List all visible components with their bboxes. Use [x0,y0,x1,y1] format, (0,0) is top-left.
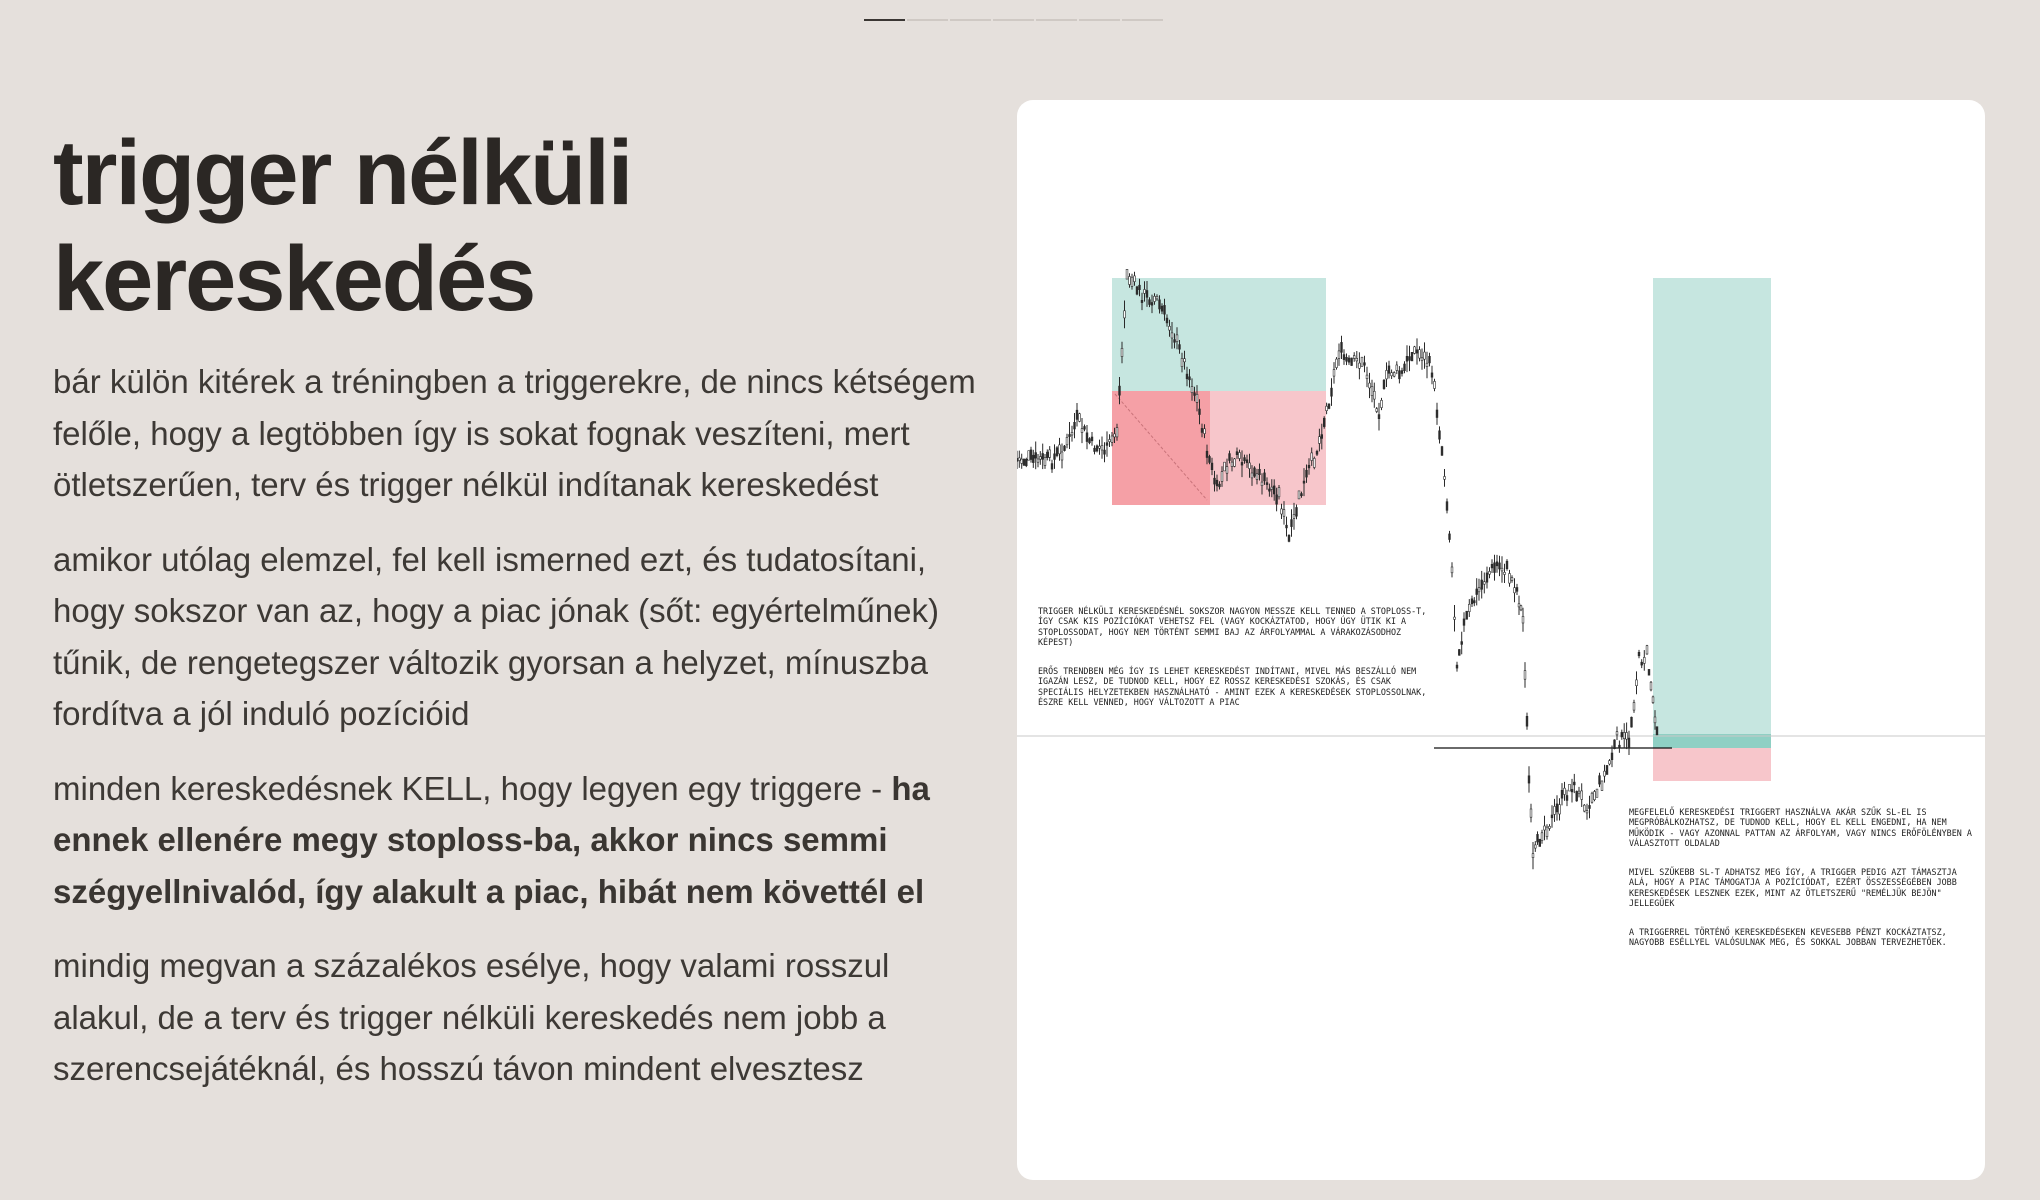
candle-body [1056,448,1058,456]
candle-body [1169,326,1171,330]
candle-body [1134,276,1136,282]
candle-body [1599,776,1601,784]
paragraph-3 [53,763,983,918]
candle-body [1391,373,1393,376]
candle-body [1319,437,1321,444]
candle-body [1234,459,1236,467]
candle-body [1271,487,1273,489]
progress-step-7[interactable] [1122,19,1163,21]
candle-body [1161,306,1163,311]
candle-body [1229,454,1231,461]
candle-body [1554,806,1556,814]
candle-body [1399,371,1401,379]
candle-body [1611,753,1613,760]
candle-body [1348,358,1350,362]
candle-body [1481,580,1483,589]
progress-step-4[interactable] [993,19,1034,21]
candle-body [1404,364,1406,371]
candle-body [1518,604,1520,607]
progress-step-3[interactable] [950,19,991,21]
candle-body [1184,359,1186,362]
candle-body [1159,300,1161,309]
candle-body [1509,574,1511,584]
candle-body [1650,682,1652,690]
candle-body [1028,451,1030,461]
candle-body [1609,761,1611,764]
candle-body [1643,657,1645,663]
candle-body [1594,792,1596,800]
paragraph-1: bár külön kitérek a tréningben a triggerekre, de nincs kétségem felőle, hogy a legtöbben így is sokat fognak veszíteni, mert ötletszerűen, terv és trigger nélkül indítanak kereskedést [53,363,976,503]
candle-body [1532,854,1534,858]
candle-body [1429,356,1431,363]
candle-body [1606,765,1608,774]
candle-body [1351,358,1353,366]
candle-body [1051,464,1053,470]
progress-step-6[interactable] [1079,19,1120,21]
candle-body [1522,616,1524,623]
candle-body [1656,727,1658,735]
left-note-paragraph-2: ERŐS TRENDBEN MÉG ÍGY IS LEHET KERESKEDÉST INDÍTANI, MIVEL MÁS BESZÁLLÓ NEM IGAZÁN LESZ, DE TUDNOD KELL, HOGY EZ ROSSZ KERESKEDÉSI SZOKÁS, ÉS CSAK SPECIÁLIS HELYZETEKBEN HASZNÁLHATÓ - AMINT EZEK A KERESKEDÉSEK STOPLOSSOLNAK, ÉSZRE KELL VENNED, HOGY VÁLTOZOTT A PIAC [1038,666,1427,707]
candle-body [1241,462,1243,465]
candle-body [1364,363,1366,366]
progress-step-1[interactable] [864,19,905,21]
candle-body [1114,434,1116,437]
candle-body [1017,458,1018,461]
candle-body [1646,646,1648,654]
candle-body [1211,463,1213,470]
candle-body [1514,588,1516,593]
candle-body [1239,453,1241,459]
candle-body [1018,458,1020,461]
paragraph-4: mindig megvan a százalékos esélye, hogy valami rosszul alakul, de a terv és trigger nélküli kereskedés nem jobb a szerencsejátéknál, és hosszú távon mindent elvesztesz [53,947,890,1087]
candle-body [1116,428,1118,437]
candle-body [1296,508,1298,517]
candle-body [1254,468,1256,476]
candle-body [1032,455,1034,462]
candle-body [1035,453,1037,459]
candle-body [1434,381,1436,388]
candle-body [1311,453,1313,461]
candle-body [1631,717,1633,727]
candle-body [1091,437,1093,441]
candle-body [1086,433,1088,442]
candle-body [1293,514,1295,518]
left-loss-zone-filled [1112,391,1210,505]
candle-body [1144,290,1146,294]
candle-body [1564,788,1566,794]
candle-body [1378,415,1380,419]
candle-body [1506,561,1508,569]
candle-body [1520,606,1522,610]
candle-body [1569,784,1571,791]
candle-body [1326,406,1328,411]
candle-body [1079,414,1081,422]
candle-body [1249,463,1251,469]
candle-body [1221,472,1223,482]
candle-body [1066,437,1068,445]
paragraph-2: amikor utólag elemzel, fel kell ismerned ezt, és tudatosítani, hogy sokszor van az, hogy a piac jónak (sőt: egyértelműnek) tűnik, de rengetegszer változik gyorsan a helyzet, mínuszba fordítva a jól induló pozícióid [53,540,939,732]
candle-body [1426,363,1428,367]
candle-body [1071,432,1073,435]
candle-body [1094,448,1096,451]
candle-body [1154,296,1156,301]
candle-body [1419,350,1421,358]
candle-body [1081,429,1083,433]
candle-body [1596,789,1598,797]
candle-body [1219,484,1221,487]
candle-body [1176,335,1178,342]
candle-body [1516,588,1518,592]
candle-body [1264,473,1266,481]
candle-body [1381,400,1383,407]
candle-body [1146,291,1148,298]
candle-body [1416,350,1418,353]
candle-body [1359,363,1361,368]
candle-body [1288,535,1290,541]
candle-body [1206,451,1208,457]
candle-body [1583,805,1585,811]
candle-body [1356,358,1358,361]
candle-body [1216,480,1218,486]
candle-body [1641,662,1643,665]
right-profit-zone [1653,278,1771,748]
candle-body [1406,356,1408,361]
candle-body [1431,373,1433,377]
candle-body [1186,374,1188,379]
candle-body [1338,351,1340,359]
candle-body [1623,733,1625,739]
candle-body [1341,342,1343,352]
candle-body [1496,562,1498,566]
candle-body [1281,509,1283,514]
candle-body [1601,781,1603,791]
candle-body [1181,358,1183,366]
candle-body [1276,495,1278,504]
left-note-paragraph-1: TRIGGER NÉLKÜLI KERESKEDÉSNÉL SOKSZOR NAGYON MESSZE KELL TENNED A STOPLOSS-T, ÍGY CSAK KIS POZÍCIÓKAT VEHETSZ FEL (VAGY KOCKÁZTATOD, HOGY ÚGY ÜTIK KI A STOPLOSSODAT, HOGY NEM TÖRTÉNT SEMMI BAJ AZ ÁRFOLYAMMAL A VÁRAKOZÁSODHOZ KÉPEST) [1038,606,1427,647]
candle-body [1298,491,1300,499]
candle-body [1544,826,1546,830]
candle-body [1109,440,1111,442]
candle-body [1473,601,1475,603]
candle-body [1283,510,1285,517]
candle-body [1064,446,1066,451]
candle-body [1556,804,1558,812]
candle-body [1101,445,1103,450]
candle-body [1396,365,1398,370]
candle-body [1106,443,1108,446]
candle-body [1301,494,1303,496]
candle-body [1201,428,1203,432]
candle-body [1373,391,1375,399]
candle-body [1089,439,1091,443]
candle-body [1499,563,1501,569]
candle-body [1586,811,1588,813]
candle-body [1489,571,1491,574]
candle-body [1528,776,1530,783]
candle-body [1313,458,1315,467]
candle-body [1401,371,1403,374]
candle-body [1251,473,1253,478]
page-title [53,120,983,332]
title-line-1: trigger nélküli [53,122,632,224]
candle-body [1551,815,1553,818]
candle-body [1291,520,1293,527]
candle-body [1386,370,1388,379]
candle-body [1246,460,1248,463]
candle-body [1501,568,1503,571]
progress-step-2[interactable] [907,19,948,21]
candle-body [1343,355,1345,360]
candle-body [1021,459,1023,463]
candle-body [1541,833,1543,841]
candle-body [1171,333,1173,338]
candle-body [1383,380,1385,388]
candle-body [1511,578,1513,581]
candle-body [1454,617,1456,619]
candle-body [1549,826,1551,828]
candle-body [1446,502,1448,511]
candle-body [1633,703,1635,711]
candle-body [1654,717,1656,723]
candle-body [1376,409,1378,412]
candle-body [1111,436,1113,442]
candle-body [1486,573,1488,582]
candle-body [1576,791,1578,801]
candle-body [1411,352,1413,361]
right-loss-zone [1653,748,1771,781]
candle-body [1328,404,1330,409]
right-chart-note [1629,797,1981,967]
candle-body [1546,827,1548,837]
chart-image-card [1017,100,1985,1180]
candle-body [1537,834,1539,842]
candle-body [1316,451,1318,454]
candle-body [1164,305,1166,314]
candle-body [1119,386,1121,395]
candle-body [1424,352,1426,359]
candle-body [1189,377,1191,380]
candle-body [1578,791,1580,793]
candle-body [1494,563,1496,573]
candle-body [1636,680,1638,686]
candle-body [1104,450,1106,454]
candle-body [1604,771,1606,776]
candle-body [1023,459,1025,465]
candle-body [1468,604,1470,611]
candle-body [1149,300,1151,305]
candle-body [1451,567,1453,573]
candle-body [1471,599,1473,604]
candle-body [1069,435,1071,437]
candle-body [1476,589,1478,595]
candle-body [1266,483,1268,485]
candle-body [1061,452,1063,460]
candle-body [1236,452,1238,455]
candle-body [1466,611,1468,619]
candle-body [1124,311,1126,318]
candle-body [1573,782,1575,785]
candle-body [1366,375,1368,379]
candle-body [1323,418,1325,426]
candle-body [1244,458,1246,461]
right-note-paragraph-1: MEGFELELŐ KERESKEDÉSI TRIGGERT HASZNÁLVA AKÁR SZŰK SL-EL IS MEGPRÓBÁLKOZHATSZ, DE TUDNOD KELL, HOGY EL KELL ENGEDNI, HA NEM MŰKÖDIK - VAGY AZONNAL PATTAN AZ ÁRFOLYAM, VAGY NINCS ERŐFÖLÉNYBEN A VÁLASZTOTT OLDALAD [1629,807,1972,848]
candle-body [1614,740,1616,749]
candle-body [1059,445,1061,454]
candle-body [1273,486,1275,494]
candle-body [1044,457,1046,465]
right-note-paragraph-3: A TRIGGERREL TÖRTÉNŐ KERESKEDÉSEKEN KEVESEBB PÉNZT KOCKÁZTATSZ, NAGYOBB ESÉLLYEL VALÓSULNAK MEG, ÉS SOKKAL JOBBAN TERVEZHETŐEK. [1629,927,1947,948]
candle-body [1559,805,1561,814]
candle-body [1449,534,1451,540]
slide-progress-indicator[interactable] [864,19,1163,21]
candle-body [1054,454,1056,460]
candle-body [1566,796,1568,801]
candle-body [1589,805,1591,808]
candle-body [1042,454,1044,460]
right-note-paragraph-2: MIVEL SZŰKEBB SL-T ADHATSZ MEG ÍGY, A TRIGGER PEDIG AZT TÁMASZTJA ALÁ, HOGY A PIAC TÁMOGATJA A POZÍCIÓDAT, EZÉRT ÖSSZESSÉGÉBEN JOBB KERESKEDÉSEK LESZNEK EZEK, MINT AZ ÖTLETSZERŰ "REMÉLJÜK BEJÖN" JELLEGŰEK [1629,867,1957,908]
candle-body [1461,642,1463,645]
candle-body [1226,467,1228,474]
candle-body [1204,429,1206,434]
candle-body [1436,410,1438,418]
candle-body [1166,318,1168,323]
candle-body [1619,745,1621,748]
candle-body [1571,789,1573,792]
candle-body [1539,839,1541,846]
candle-body [1648,669,1650,675]
title-line-2: kereskedés [53,228,535,330]
candle-body [1388,366,1390,373]
candle-body [1441,447,1443,456]
candle-body [1371,386,1373,395]
paragraph-3-bold: ha ennek ellenére megy stoploss-ba, akkor nincs semmi szégyellnivalód, így alakult a piac, hibát nem követtél el [53,769,930,910]
candle-body [1076,410,1078,419]
candle-body [1261,482,1263,486]
paragraph-3-text: minden kereskedésnek KELL, hogy legyen egy triggere - [53,769,892,807]
candle-body [1030,450,1032,460]
candle-body [1126,269,1128,279]
candle-body [1621,732,1623,737]
candle-body [1074,422,1076,429]
candle-body [1156,296,1158,299]
candle-body [1199,409,1201,415]
candle-body [1638,652,1640,656]
candle-body [1369,383,1371,388]
candle-body [1308,465,1310,468]
candle-body [1491,564,1493,568]
candle-body [1530,809,1532,817]
candle-body [1129,277,1131,285]
candle-body [1139,285,1141,290]
candle-body [1331,388,1333,396]
candle-body [1037,459,1039,462]
progress-step-5[interactable] [1036,19,1077,21]
candle-body [1626,733,1628,740]
candle-body [1259,469,1261,474]
candle-body [1456,665,1458,668]
candle-body [1526,716,1528,726]
candle-body [1174,340,1176,343]
candle-body [1196,394,1198,402]
candle-body [1141,300,1143,302]
candle-body [1214,478,1216,484]
candle-body [1616,732,1618,735]
text-column [53,120,983,1118]
candle-body [1151,303,1153,306]
candle-body [1346,357,1348,361]
candle-body [1561,790,1563,798]
candle-body [1269,489,1271,491]
candle-body [1286,525,1288,528]
candle-body [1504,572,1506,574]
candle-body [1414,347,1416,354]
candle-body [1458,650,1460,656]
candle-body [1463,619,1465,625]
candle-body [1046,452,1048,458]
candle-body [1179,345,1181,350]
candle-body [1439,431,1441,439]
candle-body [1336,359,1338,368]
candle-body [1353,356,1355,359]
candle-body [1409,357,1411,361]
candle-body [1581,791,1583,800]
candle-body [1256,474,1258,480]
candle-body [1096,446,1098,451]
candle-body [1084,427,1086,430]
candle-body [1209,457,1211,463]
candle-body [1039,457,1041,460]
candle-body [1306,470,1308,477]
candle-body [1393,373,1395,377]
candle-body [1278,488,1280,497]
candle-body [1478,588,1480,592]
candle-body [1652,697,1654,703]
candle-body [1628,738,1630,748]
candle-body [1136,287,1138,294]
candle-body [1534,845,1536,848]
candle-body [1321,435,1323,439]
candle-body [1591,793,1593,802]
candle-body [1224,462,1226,471]
candle-body [1524,671,1526,680]
candle-body [1231,462,1233,466]
candle-body [1121,348,1123,356]
candle-body [1361,357,1363,366]
candle-body [1333,370,1335,377]
candle-body [1191,387,1193,393]
candle-body [1099,446,1101,448]
candle-body [1194,393,1196,396]
candle-body [1421,358,1423,361]
left-chart-note [1038,596,1438,726]
candle-body [1483,582,1485,585]
candle-body [1303,481,1305,483]
candle-body [1025,459,1027,466]
candle-body [1049,450,1051,457]
candle-body [1444,477,1446,480]
candle-body [1131,277,1133,286]
